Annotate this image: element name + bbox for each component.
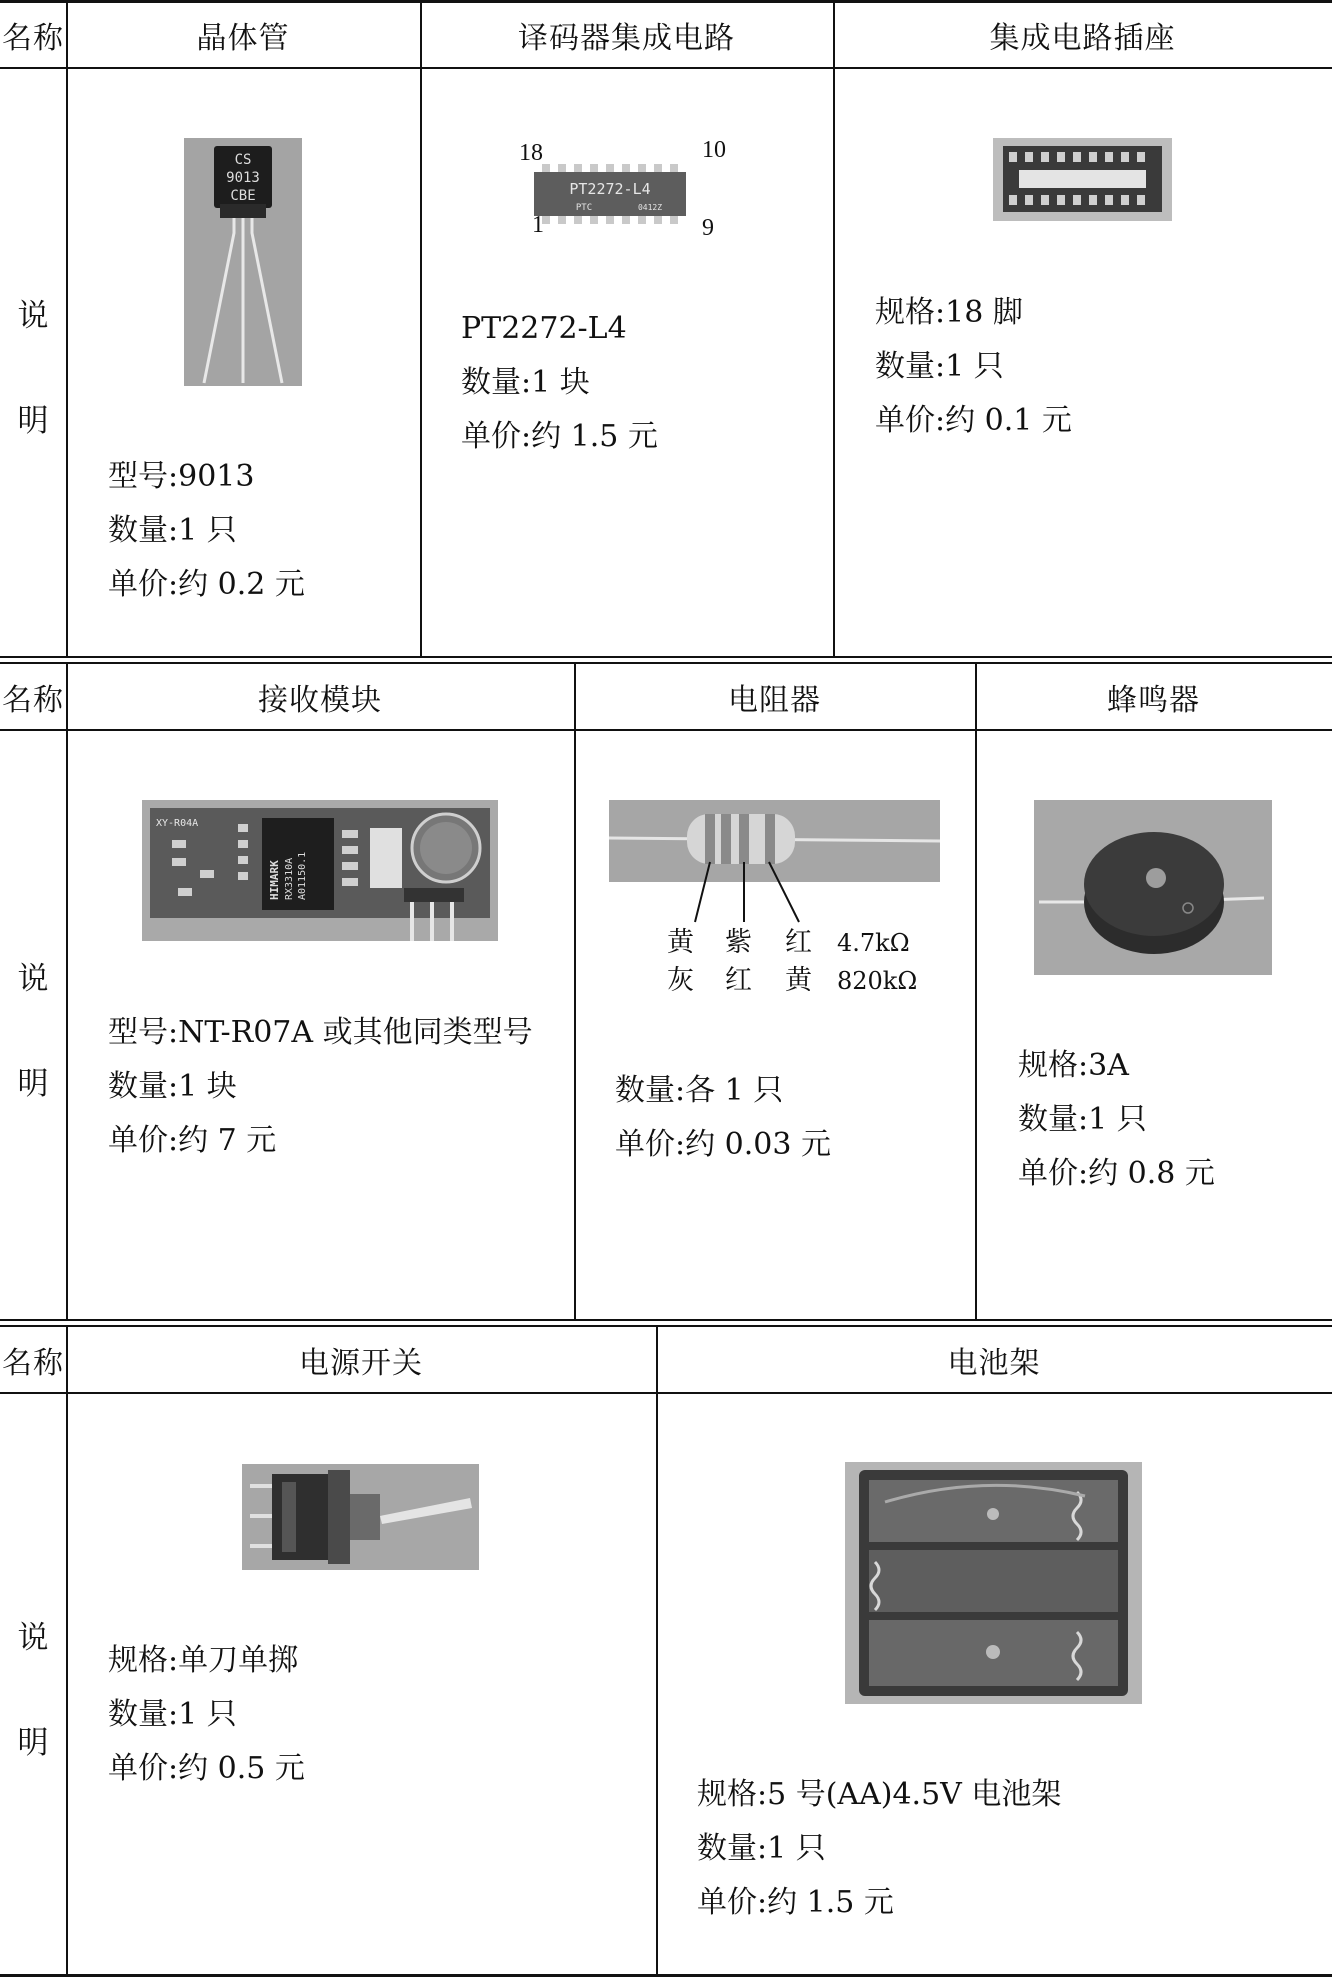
name-header-label: 名称 xyxy=(2,682,64,718)
price-text: 单价:约 0.5 元 xyxy=(108,1751,305,1786)
quantity-text: 数量:各 1 只 xyxy=(615,1073,784,1108)
transistor-photo xyxy=(184,138,302,386)
component-description xyxy=(1018,1039,1215,1201)
toggle-switch-photo xyxy=(242,1464,479,1570)
description-label-ming: 明 xyxy=(17,403,49,439)
pin-number: 18 xyxy=(519,140,543,166)
name-header-label: 名称 xyxy=(2,21,64,56)
transistor-marking: CS xyxy=(234,152,252,168)
chip-code: 0412Z xyxy=(637,203,663,212)
resistance-value: 820kΩ xyxy=(837,967,918,995)
quantity-text: 数量:1 只 xyxy=(108,1697,237,1732)
module-marking: RX3310A xyxy=(284,857,295,900)
resistor-photo xyxy=(609,800,940,1001)
resistance-value: 4.7kΩ xyxy=(837,929,910,957)
pin-number: 9 xyxy=(702,215,714,240)
band-color: 红 xyxy=(725,965,752,996)
component-description xyxy=(461,302,658,464)
component-description xyxy=(697,1768,1061,1930)
price-text: 单价:约 0.1 元 xyxy=(875,403,1072,438)
component-name: 电池架 xyxy=(947,1345,1041,1381)
description-label-ming: 明 xyxy=(17,1725,49,1761)
description-label-shuo: 说 xyxy=(17,1620,49,1656)
module-marking: XY-R04A xyxy=(156,818,199,829)
ic-socket-photo xyxy=(993,138,1172,221)
price-text: 单价:约 0.8 元 xyxy=(1018,1156,1215,1191)
pin-number: 10 xyxy=(702,137,726,163)
module-marking: HIMARK xyxy=(268,860,281,900)
buzzer-photo xyxy=(1034,800,1272,975)
component-name: 接收模块 xyxy=(258,682,382,718)
receiver-module-photo xyxy=(142,800,498,941)
name-header-label: 名称 xyxy=(2,1345,64,1381)
model-text: PT2272-L4 xyxy=(461,311,627,346)
component-name: 电阻器 xyxy=(728,682,821,718)
component-name: 晶体管 xyxy=(196,21,290,56)
spec-text: 规格:单刀单掷 xyxy=(108,1643,299,1678)
price-text: 单价:约 0.2 元 xyxy=(108,567,305,602)
battery-holder-photo xyxy=(845,1462,1142,1704)
pin-number: 1 xyxy=(532,212,544,238)
price-text: 单价:约 7 元 xyxy=(108,1123,277,1158)
chip-marking: PT2272-L4 xyxy=(569,180,651,198)
price-text: 单价:约 1.5 元 xyxy=(461,419,658,454)
spec-text: 规格:3A xyxy=(1018,1048,1129,1083)
quantity-text: 数量:1 只 xyxy=(875,349,1004,384)
component-description xyxy=(108,1006,533,1168)
component-description xyxy=(875,286,1072,448)
quantity-text: 数量:1 只 xyxy=(108,513,237,548)
description-label-shuo: 说 xyxy=(17,961,49,997)
component-name: 蜂鸣器 xyxy=(1107,682,1200,718)
description-label-shuo: 说 xyxy=(17,298,49,334)
model-text: 型号:NT-R07A 或其他同类型号 xyxy=(108,1015,533,1050)
component-name: 集成电路插座 xyxy=(989,21,1176,56)
component-description xyxy=(615,1064,831,1172)
transistor-marking: CBE xyxy=(230,188,256,204)
spec-text: 规格:18 脚 xyxy=(875,295,1023,330)
module-marking: A01150.1 xyxy=(297,851,308,900)
description-label-ming: 明 xyxy=(17,1066,49,1102)
band-color: 红 xyxy=(785,927,812,958)
ic-chip-photo xyxy=(512,128,738,240)
quantity-text: 数量:1 只 xyxy=(697,1831,826,1866)
model-text: 型号:9013 xyxy=(108,459,255,494)
band-color: 黄 xyxy=(785,965,812,996)
quantity-text: 数量:1 块 xyxy=(461,365,590,400)
quantity-text: 数量:1 只 xyxy=(1018,1102,1147,1137)
chip-brand: PTC xyxy=(575,203,593,213)
spec-text: 规格:5 号(AA)4.5V 电池架 xyxy=(697,1777,1062,1812)
transistor-marking: 9013 xyxy=(226,170,260,186)
band-color: 黄 xyxy=(667,927,694,958)
quantity-text: 数量:1 块 xyxy=(108,1069,237,1104)
component-name: 译码器集成电路 xyxy=(518,21,735,56)
band-color: 灰 xyxy=(667,965,694,996)
component-name: 电源开关 xyxy=(299,1345,423,1381)
price-text: 单价:约 1.5 元 xyxy=(697,1885,894,1920)
component-description xyxy=(108,450,305,612)
price-text: 单价:约 0.03 元 xyxy=(615,1127,831,1162)
band-color: 紫 xyxy=(725,927,752,958)
component-description xyxy=(108,1634,305,1796)
